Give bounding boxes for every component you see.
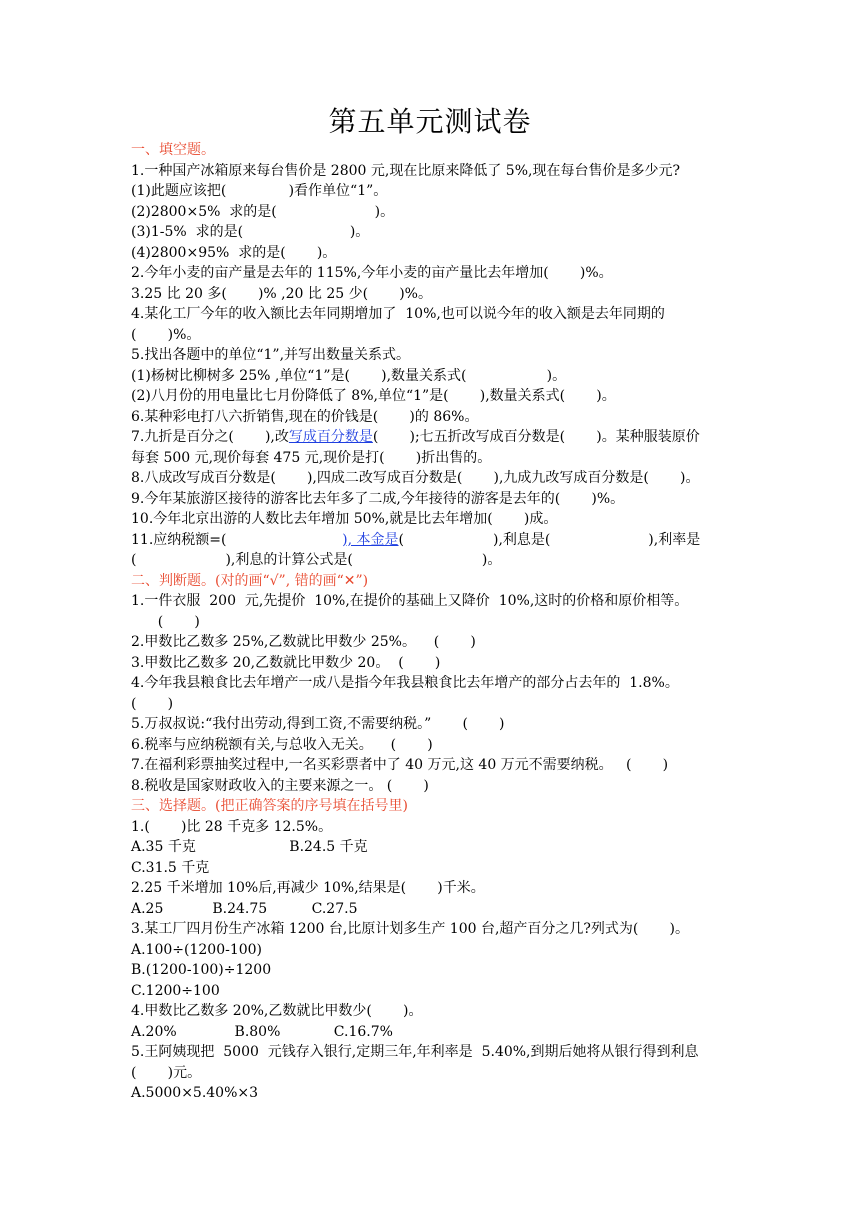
true-false-line: 8.税收是国家财政收入的主要来源之一。 ( ) bbox=[131, 777, 429, 794]
fill-in-line: (1)此题应该把( )看作单位“1”。 bbox=[131, 183, 388, 199]
fill-in-line: 6.某种彩电打八六折销售,现在的价钱是( )的 86%。 bbox=[131, 408, 479, 425]
fill-in-line: 4.某化工厂今年的收入额比去年同期增加了 10%,也可以说今年的收入额是去年同期的 bbox=[131, 306, 665, 322]
fill-in-line: 1.一种国产冰箱原来每台售价是 2800 元,现在比原来降低了 5%,现在每台售价是多少元? bbox=[131, 162, 680, 179]
true-false-line: 7.在福利彩票抽奖过程中,一名买彩票者中了 40 万元,这 40 万元不需要纳税。 ( ) bbox=[131, 757, 669, 773]
multiple-choice-line: B.(1200-100)÷1200 bbox=[131, 962, 272, 978]
fill-in-line: 3.25 比 20 多( )% ,20 比 25 少( )%。 bbox=[131, 285, 432, 302]
fill-in-line: (3)1-5% 求的是( )。 bbox=[131, 224, 370, 240]
question-11-link[interactable]: ), 本金是 bbox=[342, 531, 399, 548]
section-heading-fill-in: 一、填空题。 bbox=[131, 142, 215, 158]
multiple-choice-line: 4.甲数比乙数多 20%,乙数就比甲数少( )。 bbox=[131, 1003, 423, 1019]
true-false-line: 3.甲数比乙数多 20,乙数就比甲数少 20。 ( ) bbox=[131, 654, 441, 671]
true-false-line: 4.今年我县粮食比去年增产一成八是指今年我县粮食比去年增产的部分占去年的 1.8%。 bbox=[131, 675, 679, 691]
multiple-choice-line: 5.王阿姨现把 5000 元钱存入银行,定期三年,年利率是 5.40%,到期后她将从银行得到利息 bbox=[131, 1044, 699, 1060]
fill-in-line: (2)2800×5% 求的是( )。 bbox=[131, 203, 395, 220]
worksheet-content bbox=[131, 140, 731, 1104]
section-multiple-choice-body bbox=[131, 817, 731, 1104]
question-11-text-b: ( ),利息是( ),利率是 bbox=[398, 531, 701, 548]
fill-in-line: (2)八月份的用电量比七月份降低了 8%,单位“1”是( ),数量关系式( )。 bbox=[131, 388, 616, 404]
multiple-choice-line: C.1200÷100 bbox=[131, 982, 220, 999]
multiple-choice-line: A.35 千克 B.24.5 千克 bbox=[131, 839, 368, 855]
true-false-line: 1.一件衣服 200 元,先提价 10%,在提价的基础上又降价 10%,这时的价格和原价相等。 bbox=[131, 593, 689, 609]
question-11-line-2: ( ),利息的计算公式是( )。 bbox=[131, 552, 502, 568]
page-title: 第五单元测试卷 bbox=[328, 105, 532, 138]
multiple-choice-line: A.20% B.80% C.16.7% bbox=[131, 1023, 393, 1040]
true-false-line: 5.万叔叔说:“我付出劳动,得到工资,不需要纳税。” ( ) bbox=[131, 716, 505, 732]
fill-in-line: 2.今年小麦的亩产量是去年的 115%,今年小麦的亩产量比去年增加( )%。 bbox=[131, 265, 613, 281]
fill-in-line: (4)2800×95% 求的是( )。 bbox=[131, 244, 337, 261]
fill-in-line: 每套 500 元,现价每套 475 元,现价是打( )折出售的。 bbox=[131, 449, 492, 466]
question-7-line bbox=[131, 427, 731, 448]
fill-in-line: 8.八成改写成百分数是( ),四成二改写成百分数是( ),九成九改写成百分数是( )。 bbox=[131, 470, 700, 486]
section-fill-in-body bbox=[131, 161, 731, 428]
fill-in-line: 5.找出各题中的单位“1”,并写出数量关系式。 bbox=[131, 347, 411, 363]
multiple-choice-line: 1.( )比 28 千克多 12.5%。 bbox=[131, 818, 333, 835]
question-11-line bbox=[131, 530, 731, 551]
true-false-line: 6.税率与应纳税额有关,与总收入无关。 ( ) bbox=[131, 736, 433, 753]
question-11-text-a: 11.应纳税额=( bbox=[131, 531, 343, 548]
section-true-false-body bbox=[131, 591, 731, 796]
true-false-line: ( ) bbox=[131, 695, 174, 712]
multiple-choice-line: A.100÷(1200-100) bbox=[131, 941, 263, 958]
multiple-choice-line: 2.25 千米增加 10%后,再减少 10%,结果是( )千米。 bbox=[131, 880, 485, 896]
fill-in-line: 9.今年某旅游区接待的游客比去年多了二成,今年接待的游客是去年的( )%。 bbox=[131, 490, 625, 507]
multiple-choice-line: C.31.5 千克 bbox=[131, 859, 210, 876]
multiple-choice-line: A.25 B.24.75 C.27.5 bbox=[131, 900, 358, 917]
fill-in-line: ( )%。 bbox=[131, 326, 201, 343]
true-false-line: ( ) bbox=[131, 613, 200, 630]
question-7-text-b: ( );七五折改写成百分数是( )。某种服装原价 bbox=[372, 429, 700, 445]
fill-in-line: (1)杨树比柳树多 25% ,单位“1”是( ),数量关系式( )。 bbox=[131, 367, 567, 384]
fill-in-line: 10.今年北京出游的人数比去年增加 50%,就是比去年增加( )成。 bbox=[131, 511, 558, 527]
section-heading-true-false: 二、判断题。(对的画“√”, 错的画“✕”) bbox=[131, 572, 369, 589]
multiple-choice-line: A.5000×5.40%×3 bbox=[131, 1085, 259, 1101]
multiple-choice-line: ( )元。 bbox=[131, 1064, 202, 1081]
multiple-choice-line: 3.某工厂四月份生产冰箱 1200 台,比原计划多生产 100 台,超产百分之几?列式为( )。 bbox=[131, 921, 689, 937]
true-false-line: 2.甲数比乙数多 25%,乙数就比甲数少 25%。 ( ) bbox=[131, 634, 476, 650]
section-heading-multiple-choice: 三、选择题。(把正确答案的序号填在括号里) bbox=[131, 798, 408, 814]
section-fill-in-body-b bbox=[131, 448, 731, 530]
question-7-text-a: 7.九折是百分之( ),改 bbox=[131, 429, 289, 445]
question-7-link[interactable]: 写成百分数是 bbox=[288, 429, 373, 445]
